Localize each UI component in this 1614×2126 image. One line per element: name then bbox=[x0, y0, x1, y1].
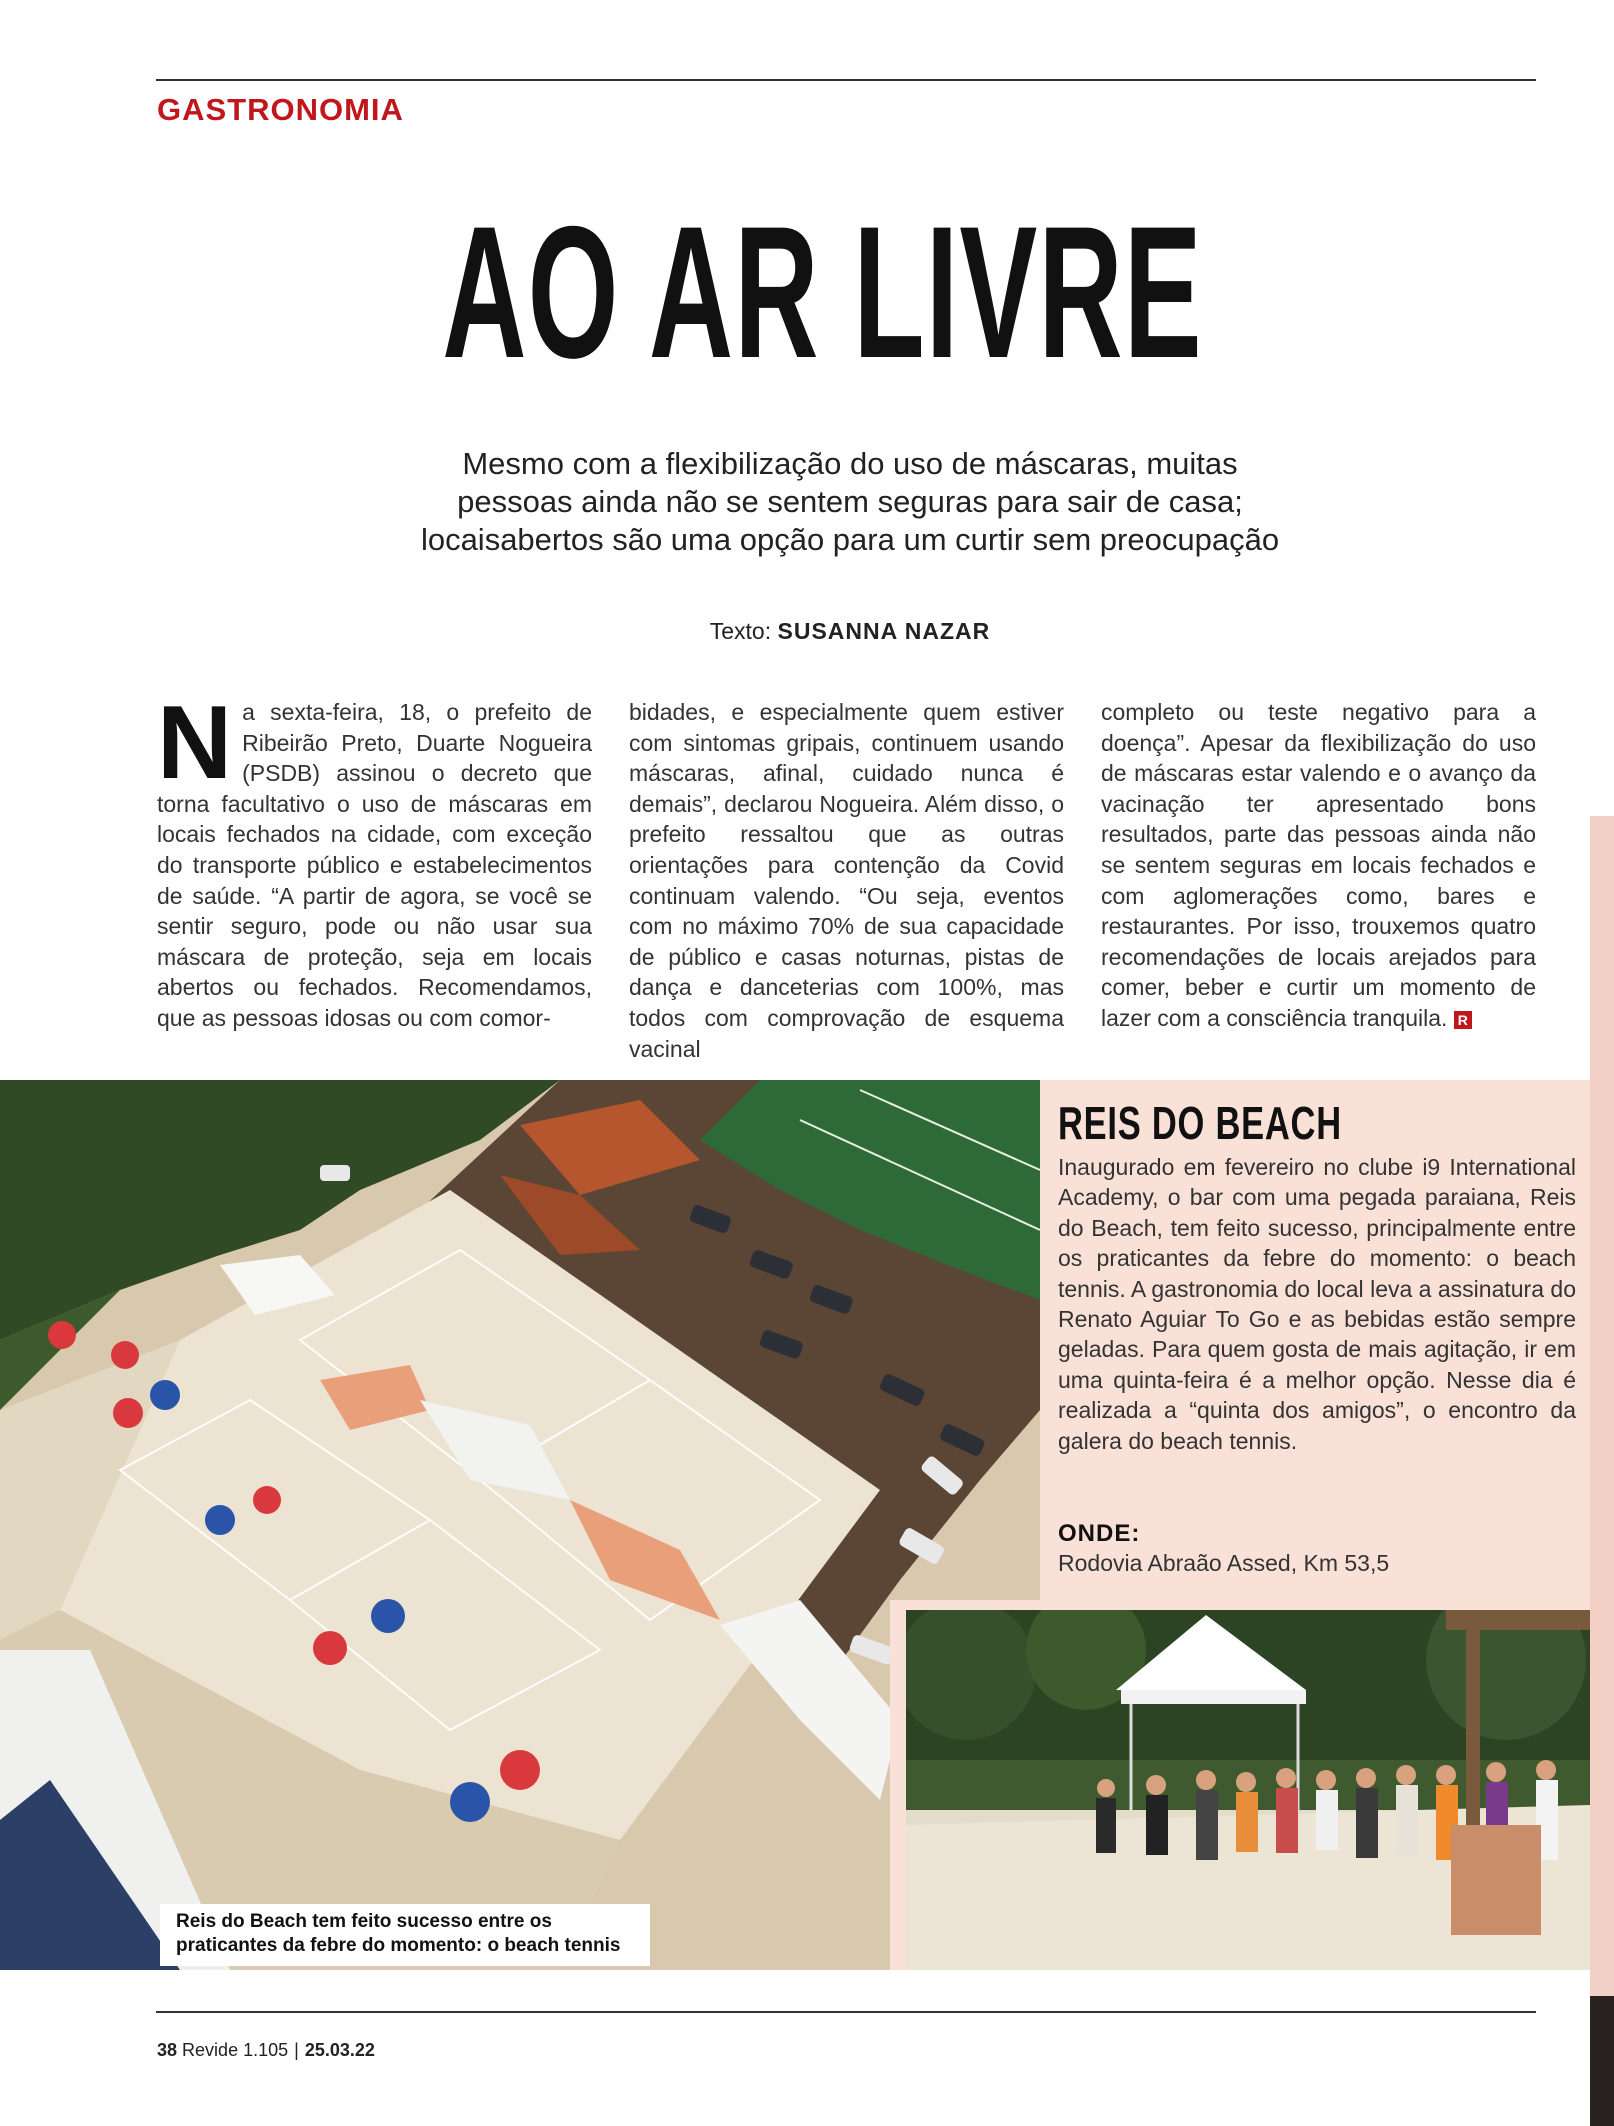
deck-line-3: locaisabertos são uma opção para um curtir sem preocupação bbox=[420, 522, 1280, 557]
folio: 38 Revide 1.105 | 25.03.22 bbox=[157, 2040, 375, 2060]
where-value: Rodovia Abraão Assed, Km 53,5 bbox=[1058, 1550, 1390, 1576]
article-column-3 bbox=[1101, 697, 1536, 1034]
sidebar-title: REIS DO BEACH bbox=[1058, 1097, 1342, 1149]
top-rule bbox=[156, 79, 1536, 81]
issue-date: 25.03.22 bbox=[304, 2040, 375, 2060]
bottom-rule bbox=[156, 2011, 1536, 2013]
headline: AO AR LIVRE bbox=[442, 187, 1203, 397]
article-text-2: bidades, e especialmente quem estiver com sintomas gripais, continuem usando máscaras, afinal, cuidado nunca é demais”, declarou Nogueira. Além disso, o prefeito ressaltou que as outras orientações para contenção da Covid continuam valendo. “Ou seja, eventos com no máximo 70% de sua capacidade de público e casas noturnas, pistas de dança e danceterias com 100%, mas todos com comprovação de esquema vacinal bbox=[629, 699, 1064, 1062]
end-mark-icon: R bbox=[1454, 1011, 1472, 1029]
crowd-photo-frame bbox=[890, 1600, 1590, 1970]
next-page-edge bbox=[1590, 816, 1614, 2126]
deck-line-1: Mesmo com a flexibilização do uso de máscaras, muitas bbox=[462, 446, 1238, 481]
article-column-1 bbox=[157, 685, 592, 1034]
magazine-issue: Revide 1.105 bbox=[182, 2040, 289, 2060]
byline-author: SUSANNA NAZAR bbox=[777, 618, 991, 644]
crowd-photo bbox=[906, 1610, 1590, 1970]
byline-prefix: Texto: bbox=[709, 618, 772, 644]
where-label: ONDE: bbox=[1058, 1520, 1141, 1547]
sidebar-box bbox=[1040, 1080, 1590, 1600]
drop-cap: N bbox=[157, 685, 233, 801]
deck bbox=[300, 445, 1400, 559]
aerial-photo-beach-courts bbox=[0, 1080, 1040, 1970]
section-label: GASTRONOMIA bbox=[157, 92, 404, 127]
photo-caption bbox=[160, 1904, 650, 1966]
sidebar-body: Inaugurado em fevereiro no clube i9 International Academy, o bar com uma pegada paraiana, Reis do Beach, tem feito sucesso, principalmente entre os praticantes da febre do momento: o beach tennis. A gastronomia do local leva a assinatura do Renato Aguiar To Go e as bebidas estão sempre geladas. Para quem gosta de mais agitação, ir em uma quinta-feira é a melhor opção. Nesse dia é realizada a “quinta dos amigos”, o encontro da galera do beach tennis. bbox=[1058, 1154, 1576, 1454]
caption-line-2: praticantes da febre do momento: o beach tennis bbox=[176, 1935, 621, 1956]
article-text-3: completo ou teste negativo para a doença”. Apesar da flexibilização do uso de máscaras estar valendo e o avanço da vacinação ter apresentado bons resultados, parte das pessoas ainda não se sentem seguras em locais fechados e com aglomerações como, bares e restaurantes. Por isso, trouxemos quatro recomendações de locais arejados para comer, beber e curtir um momento de lazer com a consciência tranquila. bbox=[1101, 699, 1536, 1031]
article-text-1: a sexta-feira, 18, o prefeito de Ribeirão Preto, Duarte Nogueira (PSDB) assinou o decreto que torna facultativo o uso de máscaras em locais fechados na cidade, com exceção do transporte público e estabelecimentos de saúde. “A partir de agora, se você se sentir seguro, pode ou não usar sua máscara de proteção, seja em locais abertos ou fechados. Recomendamos, que as pessoas idosas ou com comor- bbox=[157, 699, 592, 1031]
article-column-2 bbox=[629, 697, 1064, 1064]
page-number: 38 bbox=[157, 2040, 178, 2060]
caption-line-1: Reis do Beach tem feito sucesso entre os bbox=[176, 1911, 552, 1932]
byline bbox=[300, 618, 1400, 645]
deck-line-2: pessoas ainda não se sentem seguras para sair de casa; bbox=[457, 484, 1243, 519]
